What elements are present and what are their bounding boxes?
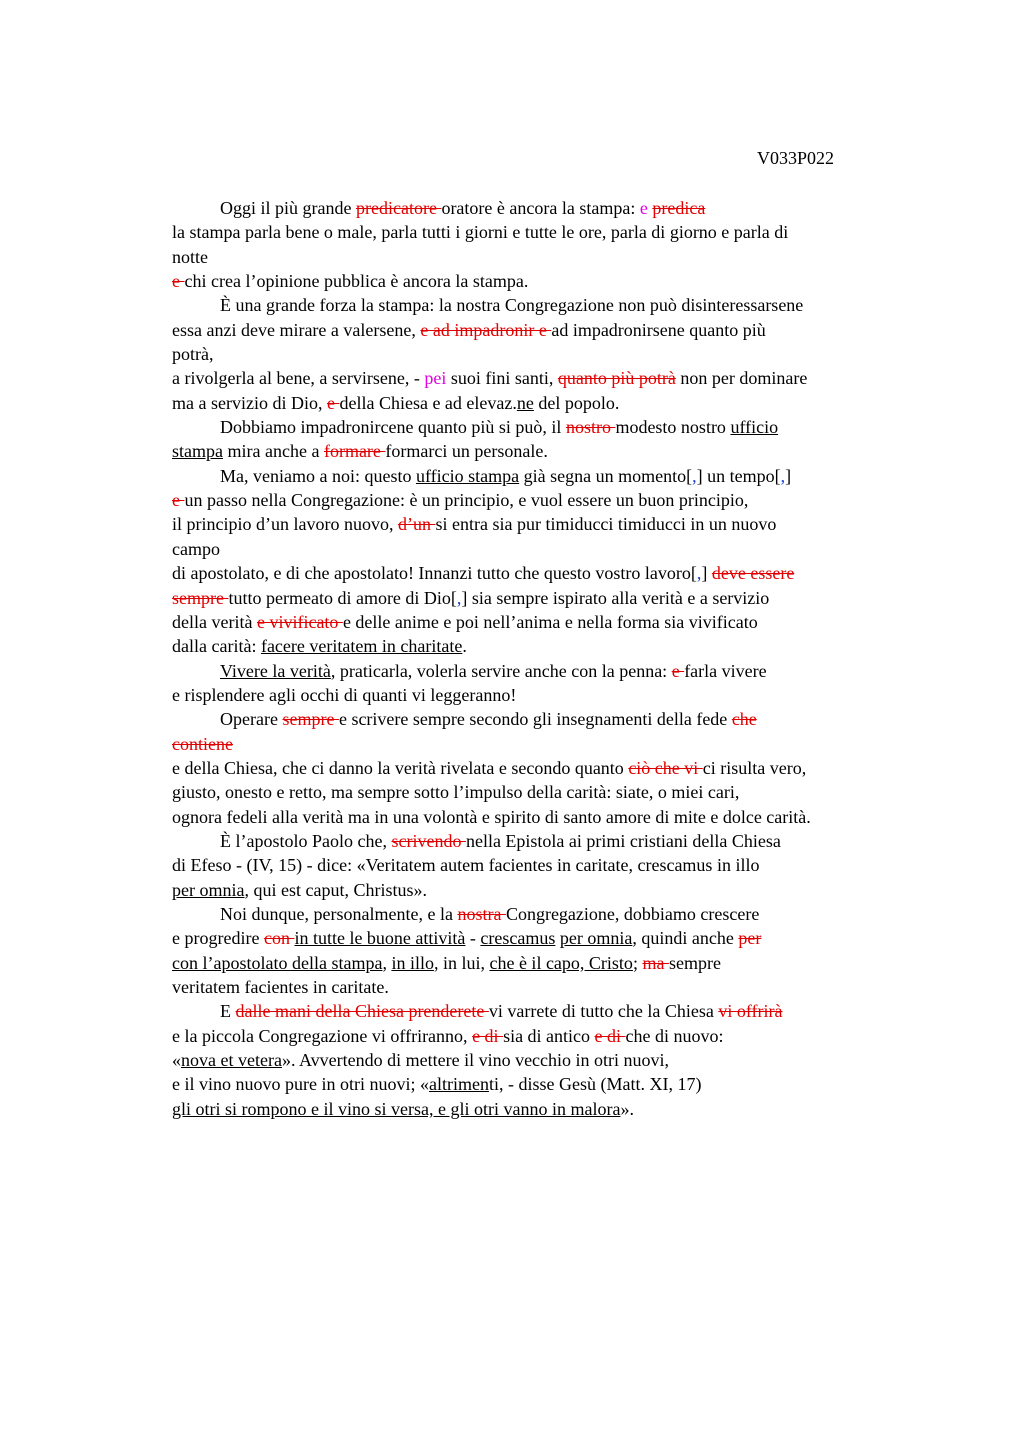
text-line xyxy=(172,683,912,707)
text-segment: sempre xyxy=(668,952,721,973)
underlined-text: Vivere la verità xyxy=(220,660,331,681)
underlined-text: per omnia xyxy=(172,879,245,900)
text-segment: tutto permeato di amore di Dio[ xyxy=(228,587,457,608)
text-segment: ti, - disse Gesù (Matt. XI, 17) xyxy=(488,1074,702,1095)
text-line xyxy=(172,829,912,853)
text-segment: a rivolgerla al bene, a servirsene, - xyxy=(172,368,425,389)
deleted-text: predica xyxy=(652,198,706,218)
text-segment: , xyxy=(382,952,392,973)
text-line xyxy=(172,878,912,902)
deleted-text: e xyxy=(326,392,340,413)
deleted-text: che xyxy=(731,709,757,730)
text-segment: Ma, veniamo a noi: questo xyxy=(220,465,416,486)
text-line xyxy=(172,586,912,610)
text-segment: Operare xyxy=(220,709,283,730)
text-segment: formarci un personale. xyxy=(385,441,548,462)
text-line xyxy=(172,853,912,877)
text-segment: dalla carità: xyxy=(172,636,261,657)
deleted-text: vi offrirà xyxy=(718,1001,783,1022)
text-segment: della verità xyxy=(172,611,257,632)
text-segment: « xyxy=(172,1050,181,1071)
text-segment: oratore è ancora la stampa: xyxy=(441,198,640,218)
text-segment: e delle anime e poi nell’anima e nella forma sia vivificato xyxy=(342,611,758,632)
text-line xyxy=(172,610,912,634)
text-segment: farla vivere xyxy=(684,660,767,681)
deleted-text: quanto più potrà xyxy=(557,368,676,389)
text-line xyxy=(172,488,912,512)
text-line xyxy=(172,1048,912,1072)
text-segment: Congregazione, dobbiamo crescere xyxy=(505,903,760,924)
text-segment: veritatem facientes in caritate. xyxy=(172,977,389,997)
deleted-text: e vivificato xyxy=(256,611,343,632)
text-segment: di Efeso - (IV, 15) - dice: «Veritatem autem facientes in caritate, crescamus in illo xyxy=(172,855,760,876)
text-line xyxy=(172,269,912,293)
deleted-text: e xyxy=(172,271,185,292)
text-line xyxy=(172,220,912,244)
deleted-text: sempre xyxy=(282,709,339,730)
underlined-text: crescamus xyxy=(480,928,556,949)
text-segment: ci risulta vero, xyxy=(702,757,807,778)
text-line xyxy=(172,634,912,658)
deleted-text: ciò che vi xyxy=(628,757,703,778)
text-line xyxy=(172,464,912,488)
text-segment: essa anzi deve mirare a valersene, xyxy=(172,319,421,340)
text-segment: , quindi anche xyxy=(632,928,739,949)
text-segment: ] xyxy=(785,465,792,486)
deleted-text: e di xyxy=(594,1025,626,1046)
text-segment: , qui est caput, Christus». xyxy=(244,879,427,900)
text-segment: la stampa parla bene o male, parla tutti i giorni e tutte le ore, parla di giorno e parla di xyxy=(172,222,789,243)
text-segment: , in lui, xyxy=(433,952,490,973)
underlined-text: in illo xyxy=(391,952,434,973)
deleted-text: sempre xyxy=(172,587,229,608)
inserted-punctuation: , xyxy=(456,587,462,608)
text-segment: non per dominare xyxy=(675,368,808,389)
deleted-text: predicatore xyxy=(355,198,442,218)
text-segment: si entra sia pur timiducci timiducci in un nuovo xyxy=(435,514,777,535)
deleted-text: contiene xyxy=(172,733,233,754)
underlined-text: nova et vetera xyxy=(181,1050,282,1071)
text-segment: ] sia sempre ispirato alla verità e a servizio xyxy=(461,587,770,608)
text-line xyxy=(172,780,912,804)
deleted-text: con xyxy=(263,928,295,949)
text-segment: e il vino nuovo pure in otri nuovi; « xyxy=(172,1074,429,1095)
text-segment: e della Chiesa, che ci danno la verità rivelata e secondo quanto xyxy=(172,757,629,778)
text-line xyxy=(172,537,912,561)
text-segment: ma a servizio di Dio, xyxy=(172,392,327,413)
deleted-text: d’un xyxy=(397,514,436,535)
underlined-text: ufficio stampa xyxy=(415,465,520,486)
underlined-text: per omnia xyxy=(559,928,633,949)
text-segment: . xyxy=(462,636,467,657)
text-line xyxy=(172,707,912,731)
underlined-text: gli otri si rompono e il vino si versa, e gli otri vanno in malora xyxy=(172,1098,621,1119)
text-line xyxy=(172,1024,912,1048)
deleted-text: ma xyxy=(642,952,669,973)
text-segment: ». xyxy=(620,1098,634,1119)
text-segment: È l’apostolo Paolo che, xyxy=(220,830,392,851)
text-line xyxy=(172,391,912,415)
underlined-text: altrimen xyxy=(428,1074,489,1095)
deleted-text: nostro xyxy=(565,417,616,438)
deleted-text: per xyxy=(738,928,762,949)
text-segment: nella Epistola ai primi cristiani della Chiesa xyxy=(465,830,781,851)
deleted-text: e xyxy=(671,660,685,681)
deleted-text: scrivendo xyxy=(391,830,466,851)
text-segment: sia di antico xyxy=(503,1025,595,1046)
text-segment: , praticarla, volerla servire anche con la penna: xyxy=(330,660,672,681)
deleted-text: dalle mani della Chiesa prenderete xyxy=(235,1001,489,1022)
page-identifier: V033P022 xyxy=(757,148,835,168)
text-line xyxy=(172,902,912,926)
text-segment: vi varrete di tutto che la Chiesa xyxy=(488,1001,719,1022)
text-line xyxy=(172,196,912,220)
text-line xyxy=(172,439,912,463)
text-segment: suoi fini santi, xyxy=(446,368,558,389)
inserted-punctuation: , xyxy=(696,563,702,584)
text-segment: della Chiesa e ad elevaz. xyxy=(339,392,517,413)
text-line xyxy=(172,561,912,585)
text-line xyxy=(172,805,912,829)
document-body xyxy=(172,196,912,1121)
inserted-text: e xyxy=(639,198,648,218)
underlined-text: con l’apostolato della stampa xyxy=(172,952,383,973)
underlined-text: stampa xyxy=(172,441,223,462)
text-segment: notte xyxy=(172,246,208,267)
text-segment: campo xyxy=(172,538,220,559)
deleted-text: e ad impadronir e xyxy=(420,319,552,340)
text-segment: e progredire xyxy=(172,928,264,949)
text-line xyxy=(172,342,912,366)
underlined-text: facere veritatem in charitate xyxy=(260,636,463,657)
text-line xyxy=(172,951,912,975)
text-segment: e la piccola Congregazione vi offriranno, xyxy=(172,1025,473,1046)
text-line xyxy=(172,1072,912,1096)
text-segment: modesto nostro xyxy=(615,417,731,438)
text-line xyxy=(172,366,912,390)
text-segment: e scrivere sempre secondo gli insegnamenti della fede xyxy=(338,709,732,730)
text-segment: di apostolato, e di che apostolato! Innanzi tutto che questo vostro lavoro[ xyxy=(172,563,697,584)
text-segment: e risplendere agli occhi di quanti vi leggeranno! xyxy=(172,684,517,705)
text-segment: del popolo. xyxy=(533,392,620,413)
underlined-text: in tutte le buone attività xyxy=(294,928,466,949)
text-segment: il principio d’un lavoro nuovo, xyxy=(172,514,398,535)
underlined-text: ne xyxy=(516,392,534,413)
text-segment: già segna un momento[ xyxy=(519,465,693,486)
underlined-text: ufficio xyxy=(730,417,779,438)
text-line xyxy=(172,659,912,683)
deleted-text: formare xyxy=(323,441,386,462)
text-segment: ad impadronirsene quanto più xyxy=(551,319,766,340)
underlined-text: che è il capo, Cristo xyxy=(489,952,633,973)
text-segment: ] xyxy=(701,563,712,584)
text-segment: giusto, onesto e retto, ma sempre sotto l’impulso della carità: siate, o miei cari, xyxy=(172,782,740,803)
text-line xyxy=(172,512,912,536)
text-segment: Noi dunque, personalmente, e la xyxy=(220,903,458,924)
text-segment: che di nuovo: xyxy=(625,1025,724,1046)
text-segment: mira anche a xyxy=(223,441,324,462)
text-segment: ] un tempo[ xyxy=(696,465,781,486)
deleted-text: deve essere xyxy=(711,563,795,584)
text-line xyxy=(172,732,912,756)
text-line xyxy=(172,318,912,342)
text-line xyxy=(172,1097,912,1121)
inserted-punctuation: , xyxy=(692,465,697,486)
text-line xyxy=(172,999,912,1023)
deleted-text: e xyxy=(172,490,185,511)
text-line xyxy=(172,756,912,780)
text-segment: Oggi il più grande xyxy=(220,198,356,218)
text-segment: potrà, xyxy=(172,344,214,365)
text-line xyxy=(172,415,912,439)
text-segment: Dobbiamo impadronircene quanto più si può, il xyxy=(220,417,566,438)
text-segment: È una grande forza la stampa: la nostra Congregazione non può disinteressarsene xyxy=(220,295,804,316)
text-line xyxy=(172,975,912,999)
text-segment: ; xyxy=(632,952,643,973)
text-line xyxy=(172,245,912,269)
text-segment: chi crea l’opinione pubblica è ancora la stampa. xyxy=(184,271,529,292)
text-segment: un passo nella Congregazione: è un principio, e vuol essere un buon principio, xyxy=(184,490,749,511)
text-segment: ognora fedeli alla verità ma in una volontà e spirito di santo amore di mite e dolce carità. xyxy=(172,806,811,827)
text-segment: E xyxy=(220,1001,236,1022)
text-segment: - xyxy=(465,928,481,949)
text-segment: ». Avvertendo di mettere il vino vecchio in otri nuovi, xyxy=(281,1050,670,1071)
inserted-punctuation: , xyxy=(780,465,786,486)
deleted-text: e di xyxy=(472,1025,504,1046)
deleted-text: nostra xyxy=(457,903,506,924)
text-line xyxy=(172,293,912,317)
text-line xyxy=(172,926,912,950)
inserted-text: pei xyxy=(424,368,447,389)
